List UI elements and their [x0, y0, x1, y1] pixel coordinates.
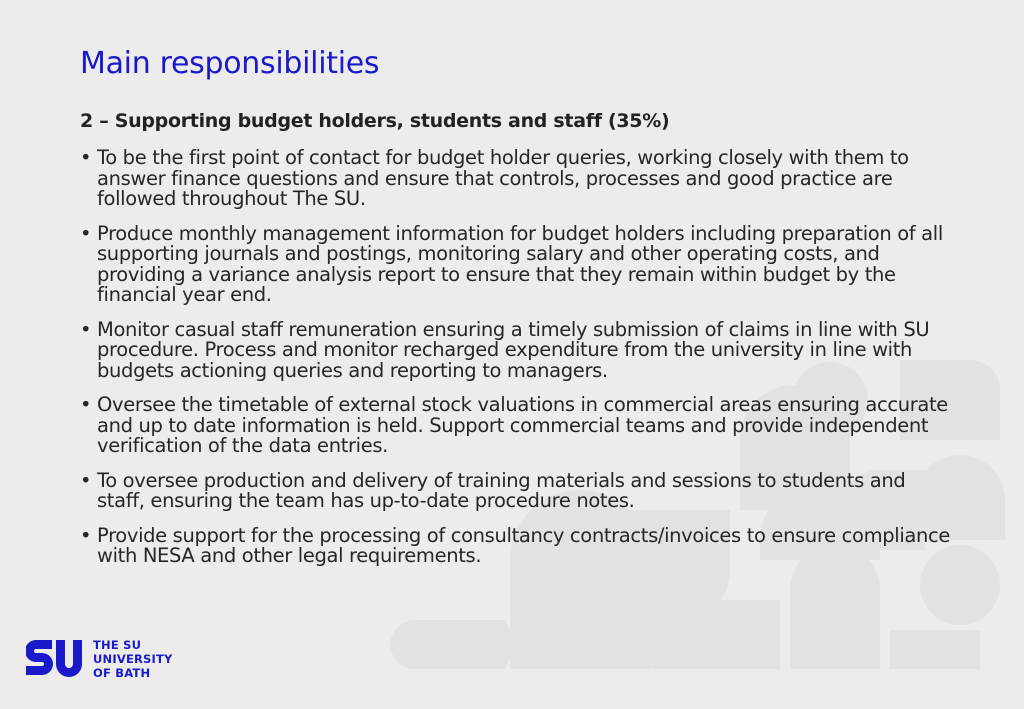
- list-item-text: Produce monthly management information for budget holders including preparation of all supporting journals and postings, monitoring salary and other operating costs, and providing a variance analysis report to ensure that they remain within budget by the financial year end.: [97, 221, 943, 306]
- list-item-text: Oversee the timetable of external stock valuations in commercial areas ensuring accurate and up to date information is held. Support commercial teams and provide independent verification of the data entries.: [97, 393, 948, 457]
- bullet-marker: •: [80, 221, 92, 245]
- list-item-text: To be the first point of contact for budget holder queries, working closely with them to answer finance questions and ensure that controls, processes and good practice are followed throughout The SU.: [97, 146, 909, 210]
- logo-line: OF BATH: [93, 666, 151, 680]
- su-logo-text: [93, 638, 173, 680]
- section-heading: 2 – Supporting budget holders, students and staff (35%): [80, 110, 670, 132]
- list-item-text: To oversee production and delivery of training materials and sessions to students and staff, ensuring the team has up-to-date procedure notes.: [97, 468, 906, 512]
- list-item-text: Provide support for the processing of consultancy contracts/invoices to ensure compliance with NESA and other legal requirements.: [97, 523, 951, 567]
- bullet-marker: •: [80, 393, 92, 416]
- list-item-text: Monitor casual staff remuneration ensuring a timely submission of claims in line with SU procedure. Process and monitor recharged expenditure from the university in line with budgets actioning queries and reporting to managers.: [97, 317, 930, 382]
- list-item: [78, 523, 958, 567]
- logo-line: THE SU: [93, 638, 142, 652]
- bullet-marker: •: [80, 523, 92, 547]
- bullet-marker: •: [80, 468, 92, 492]
- list-item: [78, 395, 958, 457]
- page-title: Main responsibilities: [80, 46, 380, 81]
- su-logo: [26, 638, 186, 682]
- logo-line: UNIVERSITY: [93, 652, 173, 666]
- list-item: [78, 148, 958, 210]
- list-item: [78, 317, 958, 382]
- list-item: [78, 468, 958, 512]
- bullet-marker: •: [80, 146, 92, 169]
- responsibility-list: [78, 148, 958, 581]
- list-item: [78, 221, 958, 306]
- bullet-marker: •: [80, 317, 92, 341]
- su-logo-icon: [26, 640, 84, 678]
